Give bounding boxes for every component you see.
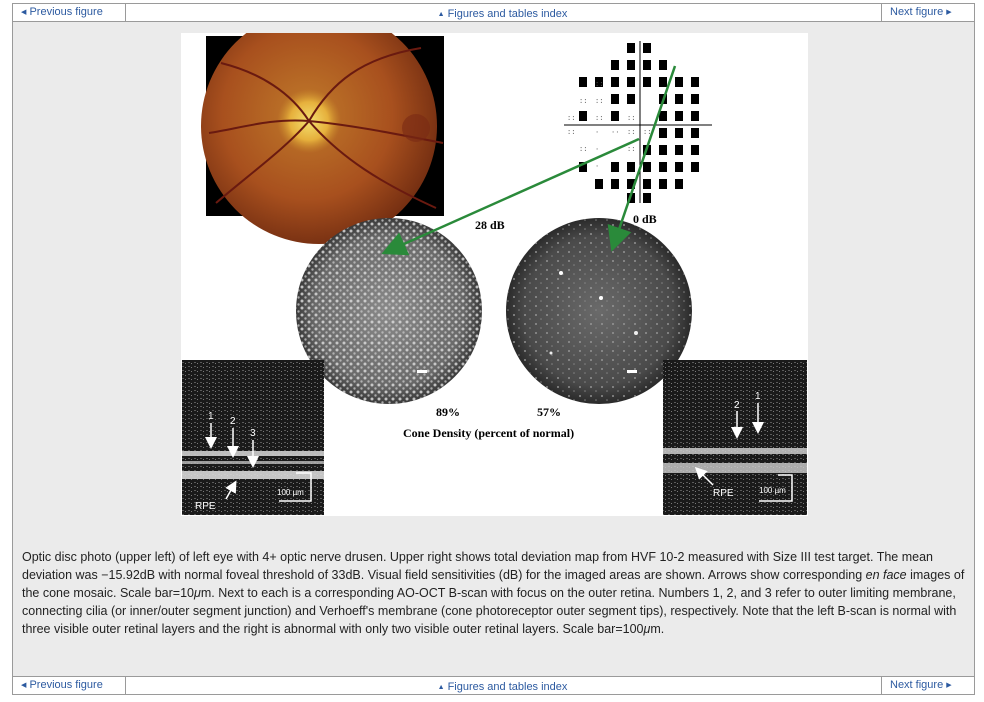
previous-figure-label: Previous figure xyxy=(29,6,103,18)
svg-text:::: :: xyxy=(595,81,604,89)
caption-mu-2: μ xyxy=(643,622,651,636)
bscan-right-scale: 100 µm xyxy=(759,486,786,495)
up-triangle-icon: ▲ xyxy=(437,684,445,691)
caption-part-3: m. Next to each is a corresponding AO-OCT B-scan with focus on the outer retina. Numbers 1, 2, and 3 refer to outer limiting membrane, connecting cilia (or inner/outer segment junction) and Verhoeff's membrane (cone photoreceptor outer segment tips), respectively. Note that the left B-scan is normal with three visible outer retinal layers and the right is abnormal with only two visible outer retinal layers. Scale bar=100 xyxy=(22,586,957,636)
bscan-right-1: 1 xyxy=(755,391,761,402)
svg-text:·: · xyxy=(595,129,600,137)
figures-index-link[interactable] xyxy=(117,6,888,23)
right-triangle-icon: ▶ xyxy=(946,9,952,16)
caption-part-4: m. xyxy=(650,622,665,636)
bscan-left-scale: 100 µm xyxy=(277,488,304,497)
caption-mu-1: μ xyxy=(193,586,201,600)
bscan-right xyxy=(663,360,807,515)
next-figure-label: Next figure xyxy=(890,6,944,18)
right-triangle-icon: ▶ xyxy=(946,682,952,689)
svg-text:··: ·· xyxy=(611,129,620,137)
next-figure-link-bottom[interactable] xyxy=(881,677,974,694)
left-triangle-icon: ◀ xyxy=(21,9,27,16)
next-figure-link[interactable] xyxy=(881,4,974,21)
figures-index-label: Figures and tables index xyxy=(447,8,568,20)
label-28db: 28 dB xyxy=(475,218,505,232)
svg-text:::: :: xyxy=(627,146,636,154)
svg-text:::: :: xyxy=(567,129,576,137)
bscan-left-2: 2 xyxy=(230,416,236,427)
bscan-left-1: 1 xyxy=(208,411,214,422)
figures-index-link-bottom[interactable] xyxy=(117,679,888,696)
previous-figure-label-bottom: Previous figure xyxy=(29,679,103,691)
visual-field-map xyxy=(564,41,712,203)
top-nav-bar xyxy=(12,3,975,22)
caption-italic: en face xyxy=(865,568,907,582)
figure-caption xyxy=(22,548,972,638)
figures-index-label-bottom: Figures and tables index xyxy=(447,681,568,693)
figure-image xyxy=(181,33,808,516)
bscan-right-rpe: RPE xyxy=(713,488,734,499)
svg-text:::: :: xyxy=(643,129,652,137)
fundus-photo xyxy=(201,33,444,244)
bscan-left-3: 3 xyxy=(250,428,256,439)
next-figure-label-bottom: Next figure xyxy=(890,679,944,691)
svg-text:::: :: xyxy=(595,115,604,123)
bscan-left-rpe: RPE xyxy=(195,501,216,512)
figure-graphic xyxy=(181,33,808,516)
svg-text:::: :: xyxy=(579,98,588,106)
svg-text:·: · xyxy=(595,163,600,171)
previous-figure-link-bottom[interactable] xyxy=(13,677,126,694)
previous-figure-link[interactable] xyxy=(13,4,126,21)
caption-part-2: images of the cone mosaic. Scale bar=10 xyxy=(22,568,965,600)
svg-text:::: :: xyxy=(579,146,588,154)
svg-text:::: :: xyxy=(627,129,636,137)
caption-part-1: Optic disc photo (upper left) of left eye with 4+ optic nerve drusen. Upper right shows total deviation map from HVF 10-2 measured with Size III test target. The mean deviation was −15.92dB with normal foveal threshold of 33dB. Visual field sensitivities (dB) for the imaged areas are shown. Arrows show corresponding xyxy=(22,550,933,582)
svg-text:·: · xyxy=(595,146,600,154)
up-triangle-icon: ▲ xyxy=(437,11,445,18)
label-0db: 0 dB xyxy=(633,212,657,226)
bscan-left xyxy=(182,360,324,515)
svg-text:::: :: xyxy=(627,115,636,123)
percent-right: 57% xyxy=(537,405,561,419)
left-triangle-icon: ◀ xyxy=(21,682,27,689)
bottom-nav-bar xyxy=(12,676,975,695)
cone-density-label: Cone Density (percent of normal) xyxy=(403,426,575,440)
svg-text:::: :: xyxy=(567,115,576,123)
bscan-right-2: 2 xyxy=(734,400,740,411)
svg-text:::: :: xyxy=(595,98,604,106)
percent-left: 89% xyxy=(436,405,460,419)
